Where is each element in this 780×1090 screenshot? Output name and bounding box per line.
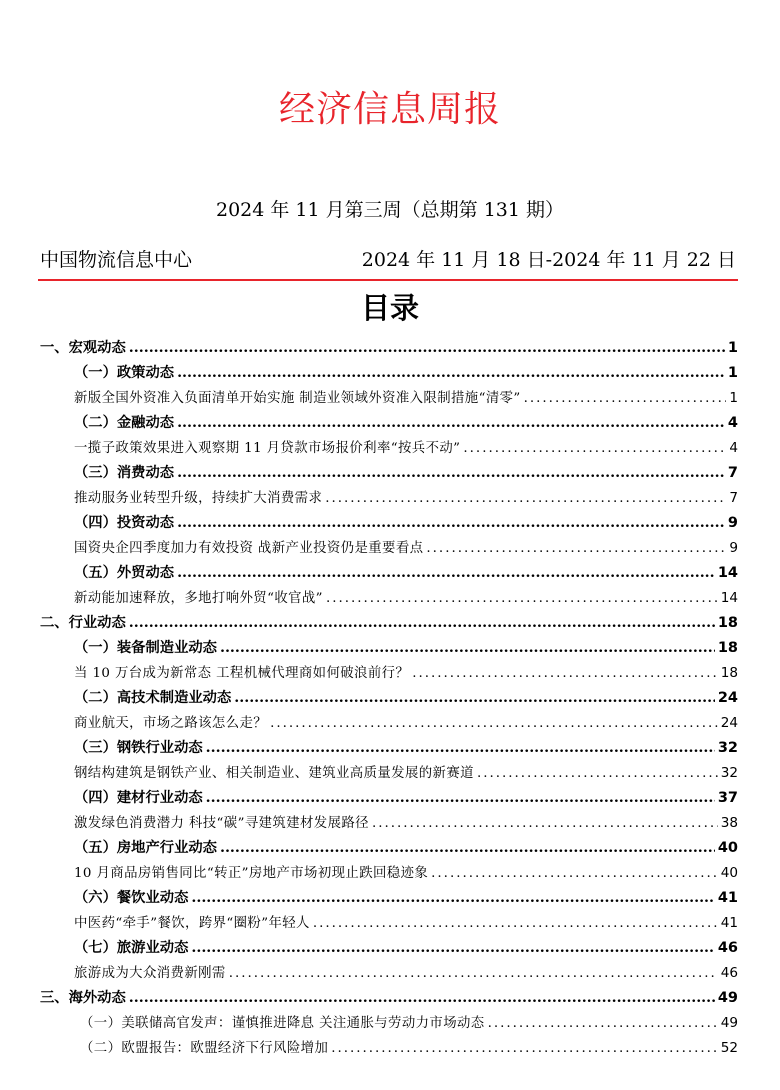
toc-subsection-entry[interactable] xyxy=(40,836,738,861)
toc-dot-leader xyxy=(524,386,727,411)
toc-entry-label: （一）装备制造业动态 xyxy=(74,640,217,656)
toc-section-entry[interactable] xyxy=(40,336,738,361)
toc-article-entry[interactable] xyxy=(40,711,738,736)
toc-article-entry[interactable] xyxy=(40,861,738,886)
toc-entry-label: （一）政策动态 xyxy=(74,365,175,381)
toc-entry-label: 推动服务业转型升级，持续扩大消费需求 xyxy=(74,491,323,506)
toc-dot-leader xyxy=(206,736,715,761)
toc-article-entry[interactable] xyxy=(40,911,738,936)
toc-entry-label: 一揽子政策效果进入观察期 11 月贷款市场报价利率“按兵不动” xyxy=(74,441,461,456)
toc-dot-leader xyxy=(412,661,717,686)
toc-entry-label: 新版全国外资准入负面清单开始实施 制造业领域外资准入限制措施“清零” xyxy=(74,391,521,406)
toc-article-entry[interactable] xyxy=(40,761,738,786)
toc-entry-page: 40 xyxy=(720,865,738,881)
toc-dot-leader xyxy=(229,961,718,986)
toc-entry-label: （四）建材行业动态 xyxy=(74,790,203,806)
toc-subsection-entry[interactable] xyxy=(40,411,738,436)
toc-entry-label: 激发绿色消费潜力 科技“碳”寻建筑建材发展路径 xyxy=(74,816,369,831)
toc-dot-leader xyxy=(426,536,726,561)
toc-subsection-entry[interactable] xyxy=(40,461,738,486)
toc-entry-page: 37 xyxy=(717,790,738,806)
toc-entry-page: 1 xyxy=(727,340,738,356)
toc-dot-leader xyxy=(234,686,715,711)
toc-entry-page: 41 xyxy=(717,890,738,906)
table-of-contents xyxy=(40,336,738,1061)
issue-line: 2024 年 11 月第三周（总期第 131 期） xyxy=(216,199,564,221)
toc-entry-label: （五）房地产行业动态 xyxy=(74,840,217,856)
toc-article-entry[interactable] xyxy=(40,1036,738,1061)
toc-entry-page: 24 xyxy=(717,690,738,706)
toc-dot-leader xyxy=(220,836,715,861)
toc-dot-leader xyxy=(129,611,715,636)
toc-entry-page: 1 xyxy=(727,365,738,381)
toc-article-entry[interactable] xyxy=(40,661,738,686)
toc-entry-label: 三、海外动态 xyxy=(40,990,126,1006)
toc-entry-page: 14 xyxy=(720,590,738,606)
toc-heading: 目录 xyxy=(360,291,419,325)
toc-subsection-entry[interactable] xyxy=(40,686,738,711)
toc-dot-leader xyxy=(191,886,714,911)
toc-entry-label: 二、行业动态 xyxy=(40,615,126,631)
toc-subsection-entry[interactable] xyxy=(40,561,738,586)
toc-entry-label: （五）外贸动态 xyxy=(74,565,175,581)
toc-section-entry[interactable] xyxy=(40,986,738,1011)
toc-dot-leader xyxy=(488,1011,718,1036)
toc-article-entry[interactable] xyxy=(40,1011,738,1036)
toc-dot-leader xyxy=(191,936,714,961)
toc-dot-leader xyxy=(177,361,725,386)
toc-entry-label: （一）美联储高官发声：谨慎推进降息 关注通胀与劳动力市场动态 xyxy=(80,1016,485,1031)
toc-dot-leader xyxy=(331,1036,717,1061)
toc-entry-label: 10 月商品房销售同比“转正”房地产市场初现止跌回稳迹象 xyxy=(74,866,429,881)
toc-article-entry[interactable] xyxy=(40,961,738,986)
toc-dot-leader xyxy=(206,786,715,811)
toc-dot-leader xyxy=(431,861,718,886)
toc-entry-label: 旅游成为大众消费新刚需 xyxy=(74,966,226,981)
toc-entry-page: 9 xyxy=(729,540,738,556)
toc-entry-label: 国资央企四季度加力有效投资 战新产业投资仍是重要看点 xyxy=(74,541,424,556)
toc-dot-leader xyxy=(325,486,726,511)
toc-article-entry[interactable] xyxy=(40,386,738,411)
toc-subsection-entry[interactable] xyxy=(40,636,738,661)
toc-dot-leader xyxy=(177,411,725,436)
toc-entry-page: 49 xyxy=(720,1015,738,1031)
toc-article-entry[interactable] xyxy=(40,811,738,836)
toc-entry-page: 18 xyxy=(717,615,738,631)
toc-dot-leader xyxy=(372,811,718,836)
header-divider xyxy=(38,279,738,281)
toc-subsection-entry[interactable] xyxy=(40,886,738,911)
toc-subsection-entry[interactable] xyxy=(40,511,738,536)
toc-entry-label: （二）金融动态 xyxy=(74,415,175,431)
toc-dot-leader xyxy=(177,511,725,536)
toc-entry-label: 商业航天，市场之路该怎么走？ xyxy=(74,716,268,731)
toc-entry-label: 中医药“牵手”餐饮，跨界“圈粉”年轻人 xyxy=(74,916,310,931)
toc-entry-label: （三）钢铁行业动态 xyxy=(74,740,203,756)
toc-entry-label: 一、宏观动态 xyxy=(40,340,126,356)
toc-subsection-entry[interactable] xyxy=(40,936,738,961)
toc-dot-leader xyxy=(477,761,718,786)
toc-entry-label: 钢结构建筑是钢铁产业、相关制造业、建筑业高质量发展的新赛道 xyxy=(74,766,474,781)
toc-subsection-entry[interactable] xyxy=(40,786,738,811)
toc-dot-leader xyxy=(463,436,726,461)
toc-dot-leader xyxy=(326,586,718,611)
toc-entry-label: （七）旅游业动态 xyxy=(74,940,189,956)
toc-entry-label: （三）消费动态 xyxy=(74,465,175,481)
toc-entry-page: 46 xyxy=(720,965,738,981)
date-range: 2024 年 11 月 18 日-2024 年 11 月 22 日 xyxy=(361,249,736,271)
toc-subsection-entry[interactable] xyxy=(40,736,738,761)
toc-entry-page: 52 xyxy=(720,1040,738,1056)
toc-article-entry[interactable] xyxy=(40,436,738,461)
toc-entry-page: 14 xyxy=(717,565,738,581)
toc-entry-label: （四）投资动态 xyxy=(74,515,175,531)
toc-entry-page: 7 xyxy=(727,465,738,481)
toc-article-entry[interactable] xyxy=(40,486,738,511)
toc-dot-leader xyxy=(270,711,718,736)
toc-article-entry[interactable] xyxy=(40,536,738,561)
toc-article-entry[interactable] xyxy=(40,586,738,611)
toc-dot-leader xyxy=(313,911,718,936)
toc-entry-page: 32 xyxy=(720,765,738,781)
toc-entry-page: 32 xyxy=(717,740,738,756)
toc-entry-page: 18 xyxy=(717,640,738,656)
toc-entry-label: （二）欧盟报告：欧盟经济下行风险增加 xyxy=(80,1041,329,1056)
toc-entry-page: 46 xyxy=(717,940,738,956)
toc-entry-page: 4 xyxy=(729,440,738,456)
toc-entry-page: 38 xyxy=(720,815,738,831)
toc-entry-label: （二）高技术制造业动态 xyxy=(74,690,232,706)
toc-dot-leader xyxy=(177,461,725,486)
toc-section-entry[interactable] xyxy=(40,611,738,636)
toc-entry-page: 7 xyxy=(729,490,738,506)
toc-entry-page: 4 xyxy=(727,415,738,431)
toc-entry-page: 18 xyxy=(720,665,738,681)
toc-entry-label: 当 10 万台成为新常态 工程机械代理商如何破浪前行？ xyxy=(74,666,410,681)
report-title: 经济信息周报 xyxy=(278,89,501,130)
toc-entry-page: 1 xyxy=(729,390,738,406)
toc-entry-label: 新动能加速释放，多地打响外贸“收官战” xyxy=(74,591,323,606)
toc-dot-leader xyxy=(129,336,725,361)
toc-dot-leader xyxy=(129,986,715,1011)
toc-entry-page: 40 xyxy=(717,840,738,856)
toc-entry-page: 41 xyxy=(720,915,738,931)
toc-subsection-entry[interactable] xyxy=(40,361,738,386)
organization-name: 中国物流信息中心 xyxy=(40,249,193,271)
toc-entry-page: 24 xyxy=(720,715,738,731)
toc-dot-leader xyxy=(177,561,715,586)
toc-entry-page: 9 xyxy=(727,515,738,531)
toc-dot-leader xyxy=(220,636,715,661)
toc-entry-label: （六）餐饮业动态 xyxy=(74,890,189,906)
toc-entry-page: 49 xyxy=(717,990,738,1006)
